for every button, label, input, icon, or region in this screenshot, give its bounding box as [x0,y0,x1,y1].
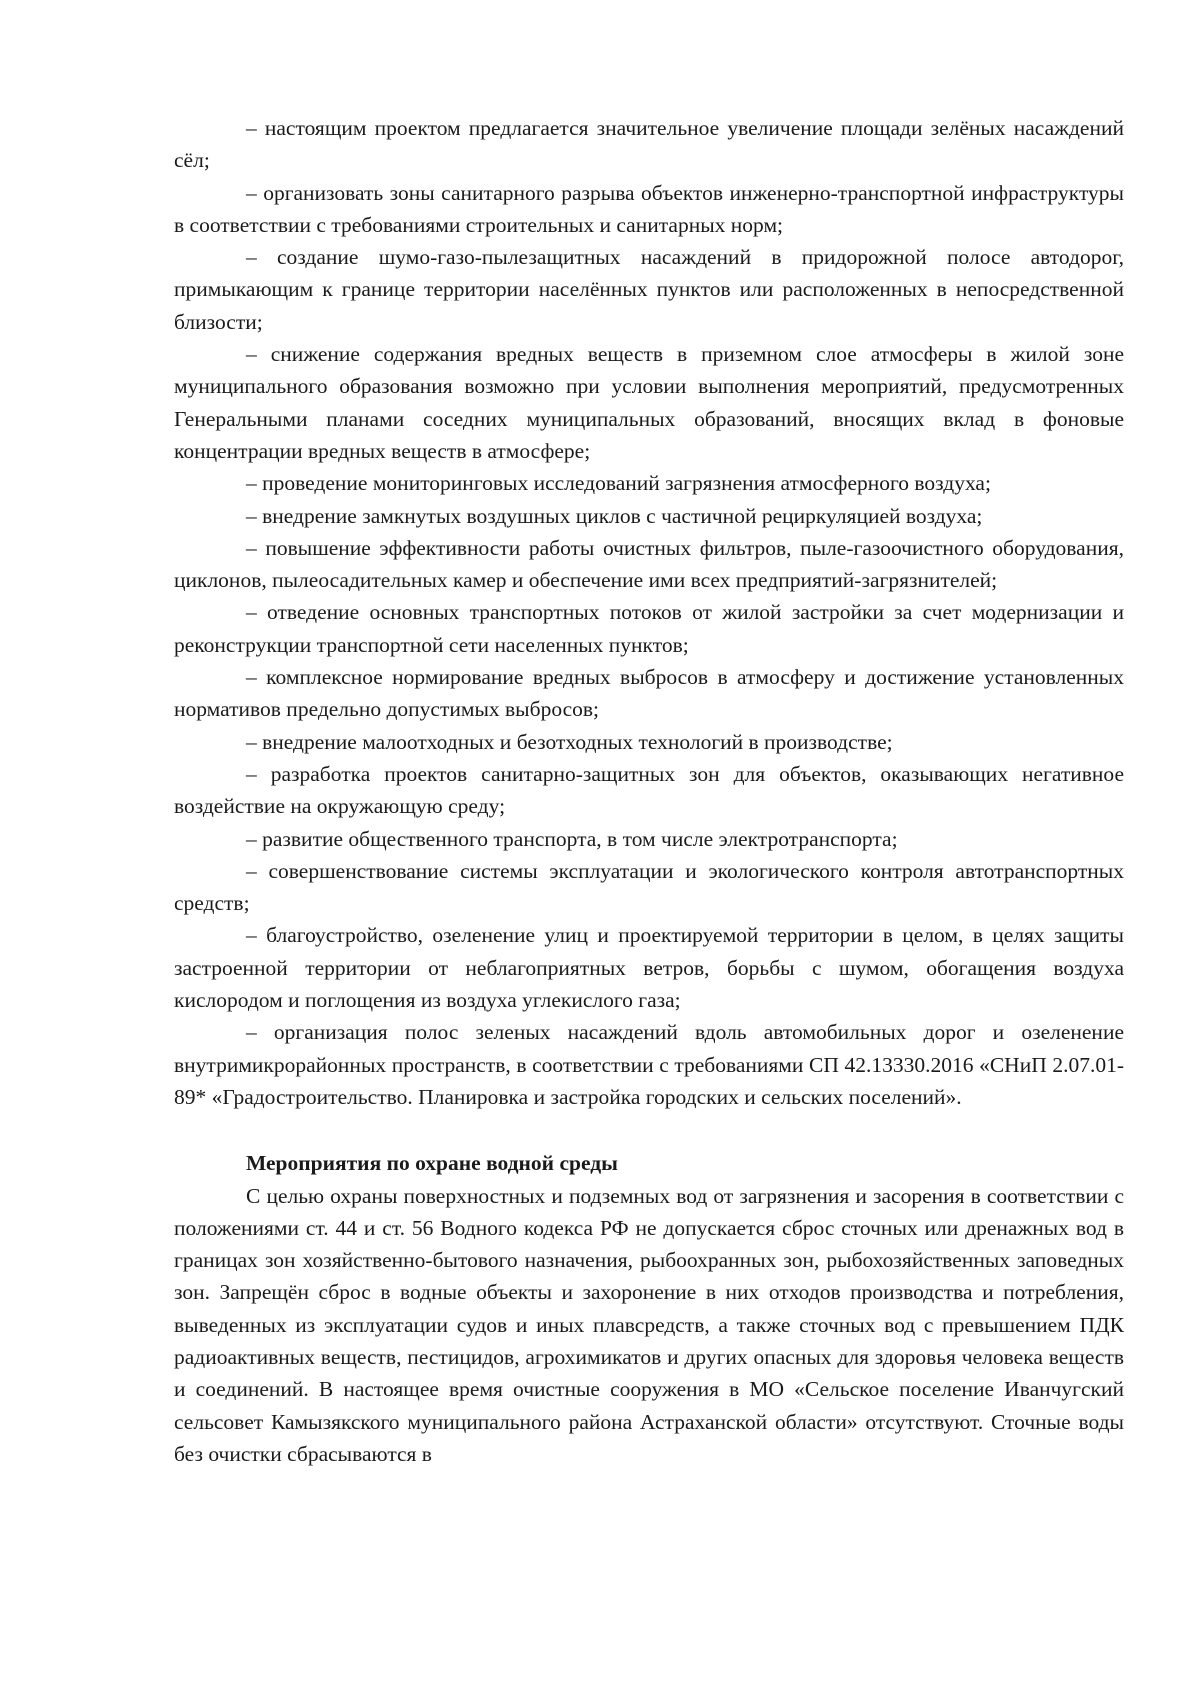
bullet-paragraph: – развитие общественного транспорта, в том числе электротранспорта; [246,826,898,851]
bullet-paragraph: – внедрение малоотходных и безотходных технологий в производстве; [246,729,893,754]
bullet-paragraph: – снижение содержания вредных веществ в приземном слое атмосферы в жилой зоне муниципального образования возможно при условии выполнения мероприятий, предусмотренных Генеральными планами соседних муниципальных образований, вносящих вклад в фоновые концентрации вредных веществ в атмосфере; [174,342,1124,463]
bullet-paragraph: – внедрение замкнутых воздушных циклов с частичной рециркуляцией воздуха; [246,503,983,528]
bullet-paragraph: – благоустройство, озеленение улиц и проектируемой территории в целом, в целях защиты застроенной территории от неблагоприятных ветров, борьбы с шумом, обогащения воздуха кислородом и поглощения из воздуха углекислого газа; [174,923,1124,1013]
bullet-paragraph: – разработка проектов санитарно-защитных зон для объектов, оказывающих негативное воздействие на окружающую среду; [174,761,1124,819]
bullet-paragraph: – организация полос зеленых насаждений вдоль автомобильных дорог и озеленение внутримикрорайонных пространств, в соответствии с требованиями СП 42.13330.2016 «СНиП 2.07.01-89* «Градостроительство. Планировка и застройка городских и сельских поселений». [174,1020,1124,1109]
bullet-paragraph: – организовать зоны санитарного разрыва объектов инженерно-транспортной инфраструктуры в соответствии с требованиями строительных и санитарных норм; [174,180,1124,237]
bullet-paragraph: – создание шумо-газо-пылезащитных насаждений в придорожной полосе автодорог, примыкающим к границе территории населённых пунктов или расположенных в непосредственной близости; [174,245,1124,334]
bullet-paragraph: – совершенствование системы эксплуатации и экологического контроля автотранспортных средств; [174,858,1124,916]
bullet-paragraph: – проведение мониторинговых исследований загрязнения атмосферного воздуха; [246,471,991,496]
bullet-paragraph: – повышение эффективности работы очистных фильтров, пыле-газоочистного оборудования, циклонов, пылеосадительных камер и обеспечение ими всех предприятий-загрязнителей; [174,535,1124,593]
document-page [174,112,1124,1470]
bullet-paragraph: – комплексное нормирование вредных выбросов в атмосферу и достижение установленных нормативов предельно допустимых выбросов; [174,665,1124,722]
section-paragraph: С целью охраны поверхностных и подземных вод от загрязнения и засорения в соответствии с положениями ст. 44 и ст. 56 Водного кодекса РФ не допускается сброс сточных или дренажных вод в границах зон хозяйственно-бытового назначения, рыбоохранных зон, рыбохозяйственных заповедных зон. Запрещён сброс в водные объекты и захоронение в них отходов производства и потребления, выведенных из эксплуатации судов и иных плавсредств, а также сточных вод с превышением ПДК радиоактивных веществ, пестицидов, агрохимикатов и других опасных для здоровья человека веществ и соединений. В настоящее время очистные сооружения в МО «Сельское поселение Иванчугский сельсовет Камызякского муниципального района Астраханской области» отсутствуют. Сточные воды без очистки сбрасываются в [174,1183,1124,1466]
bullet-paragraph: – настоящим проектом предлагается значительное увеличение площади зелёных насаждений сёл; [174,116,1124,173]
bullet-paragraph: – отведение основных транспортных потоков от жилой застройки за счет модернизации и реконструкции транспортной сети населенных пунктов; [174,600,1124,657]
section-heading: Мероприятия по охране водной среды [246,1151,618,1176]
